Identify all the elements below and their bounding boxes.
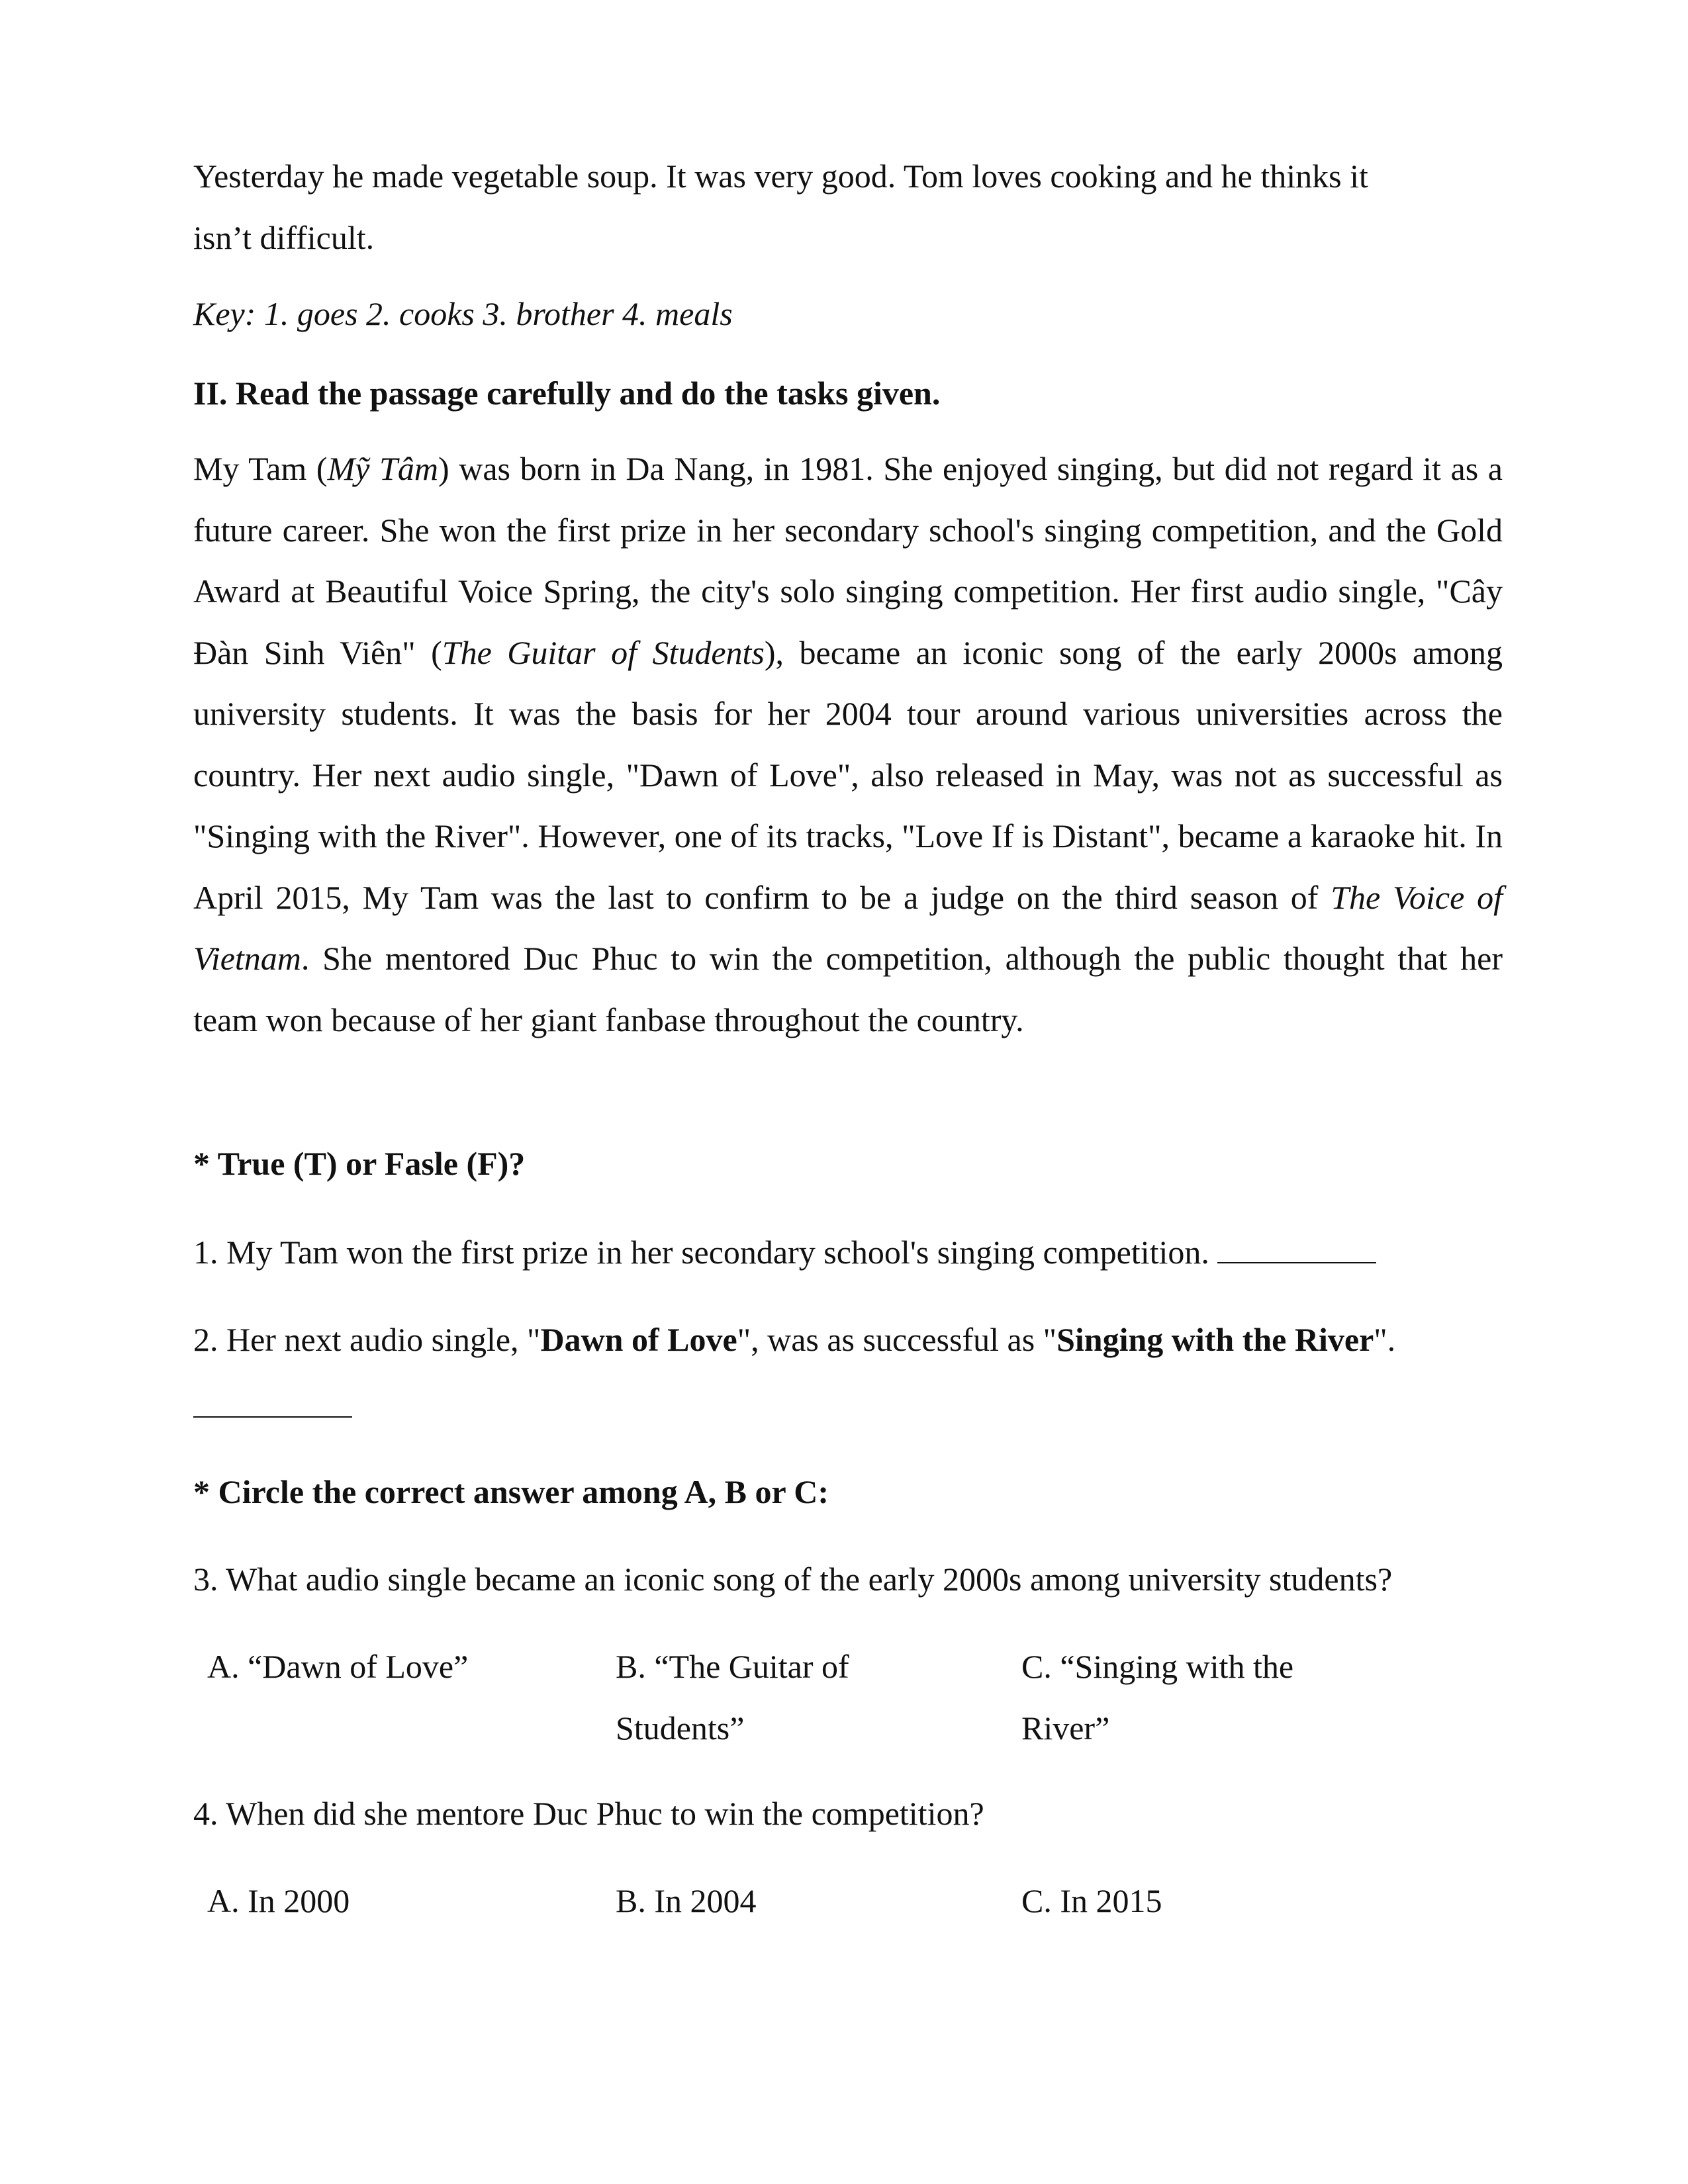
passage-part-2: ) was born in Da Nang, in 1981. She enjoyed singing, but did not regard it as a future career. She won the first prize in her secondary school's singing competition, and the Gold Award at Beautiful Voice Spring, the city's solo singing competition. Her first audio single, "Cây Đàn Sinh Viên" ( [193,450,1503,671]
passage-song-title: The Guitar of Students [442,633,765,671]
question-3-option-b-line-2: Students” [616,1709,745,1747]
intro-line-2: isn’t difficult. [193,218,375,256]
question-4-option-c[interactable]: C. In 2015 [1021,1882,1162,1919]
passage-vietnamese-name: Mỹ Tâm [327,450,438,487]
question-3-option-b[interactable] [616,1636,907,1758]
passage-show-title: The Voice of Vietnam [193,878,1503,977]
question-3: 3. What audio single became an iconic song of the early 2000s among university students? [193,1561,1393,1598]
question-2 [193,1309,1503,1371]
question-3-option-a[interactable]: A. “Dawn of Love” [207,1648,469,1685]
question-3-option-b-line-1: B. “The Guitar of [616,1648,849,1685]
intro-line-1: Yesterday he made vegetable soup. It was very good. Tom loves cooking and he thinks it [193,158,1368,195]
answer-blank-1[interactable] [1217,1236,1376,1263]
section-heading: II. Read the passage carefully and do the tasks given. [193,375,941,412]
question-3-option-c[interactable] [1021,1636,1392,1758]
question-4-option-b[interactable]: B. In 2004 [616,1882,757,1919]
answer-blank-2[interactable] [193,1416,352,1418]
true-false-heading: * True (T) or Fasle (F)? [193,1145,526,1182]
question-3-option-c-line-2: River” [1021,1709,1110,1747]
passage-part-1: My Tam ( [193,450,328,487]
question-2-part-a: 2. Her next audio single, " [193,1321,541,1358]
intro-paragraph [193,146,1503,268]
reading-passage [193,438,1503,1050]
passage-part-3: ), became an iconic song of the early 2000s among university students. It was the basis for her 2004 tour around various universities across the country. Her next audio single, "Dawn of Love", also released in May, was not as successful as "Singing with the River". However, one of its tracks, "Love If is Distant", became a karaoke hit. In April 2015, My Tam was the last to confirm to be a judge on the third season of [193,633,1503,916]
passage-part-4: . She mentored Duc Phuc to win the competition, although the public thought that her team won because of her giant fanbase throughout the country. [193,940,1503,1038]
question-2-bold-dawn: Dawn of Love [540,1321,737,1358]
multiple-choice-heading: * Circle the correct answer among A, B or C: [193,1473,829,1510]
question-4-option-a[interactable]: A. In 2000 [207,1882,350,1919]
question-2-bold-river: Singing with the River [1056,1321,1374,1358]
question-1 [193,1222,1503,1283]
question-3-option-c-line-1: C. “Singing with the [1021,1648,1294,1685]
question-4: 4. When did she mentore Duc Phuc to win the competition? [193,1795,984,1832]
question-2-part-c: ", was as successful as " [737,1321,1057,1358]
question-2-part-e: ". [1374,1321,1396,1358]
answer-key: Key: 1. goes 2. cooks 3. brother 4. meals [193,295,733,332]
question-1-text: 1. My Tam won the first prize in her secondary school's singing competition. [193,1234,1209,1271]
